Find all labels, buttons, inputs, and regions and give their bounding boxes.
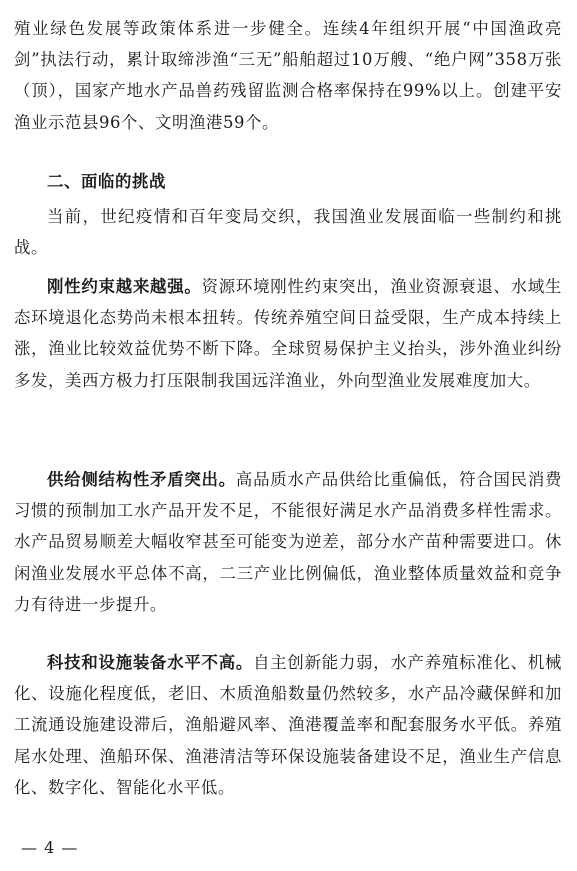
challenge-lead: 供给侧结构性矛盾突出。: [47, 470, 236, 489]
paragraph-challenge-rigid-constraints: [14, 271, 562, 396]
section-heading: 二、面临的挑战: [47, 172, 166, 191]
challenge-text: 自主创新能力弱，水产养殖标准化、机械化、设施化程度低，老旧、木质渔船数量仍然较多，水产品冷藏保鲜和加工流通设施建设滞后，渔船避风率、渔港覆盖率和配套服务水平低。养殖尾水处理、渔船环保、渔港清洁等环保设施装备建设不足，渔业生产信息化、数字化、智能化水平低。: [14, 653, 562, 797]
challenge-lead: 科技和设施装备水平不高。: [47, 653, 254, 672]
paragraph-challenge-technology: [14, 647, 562, 803]
paragraph-overview: 当前，世纪疫情和百年变局交织，我国渔业发展面临一些制约和挑战。: [14, 207, 562, 258]
paragraph-challenge-supply-side: [14, 464, 562, 620]
paragraph-intro: 殖业绿色发展等政策体系进一步健全。连续4年组织开展“中国渔政亮剑”执法行动，累计取缔涉渔“三无”船舶超过10万艘、“绝户网”358万张（顶），国家产地水产品兽药残留监测合格率保持在99%以上。创建平安渔业示范县96个、文明渔港59个。: [14, 19, 562, 132]
challenge-text: 高品质水产品供给比重偏低，符合国民消费习惯的预制加工水产品开发不足，不能很好满足水产品消费多样性需求。水产品贸易顺差大幅收窄甚至可能变为逆差，部分水产苗种需要进口。休闲渔业发展水平总体不高，二三产业比例偏低，渔业整体质量效益和竞争力有待进一步提升。: [14, 470, 562, 614]
page-number: — 4 —: [21, 838, 79, 857]
challenge-lead: 刚性约束越来越强。: [47, 277, 202, 296]
challenge-text: 资源环境刚性约束突出，渔业资源衰退、水域生态环境退化态势尚未根本扭转。传统养殖空间日益受限，生产成本持续上涨，渔业比较效益优势不断下降。全球贸易保护主义抬头，涉外渔业纠纷多发，美西方极力打压限制我国远洋渔业，外向型渔业发展难度加大。: [14, 277, 562, 390]
